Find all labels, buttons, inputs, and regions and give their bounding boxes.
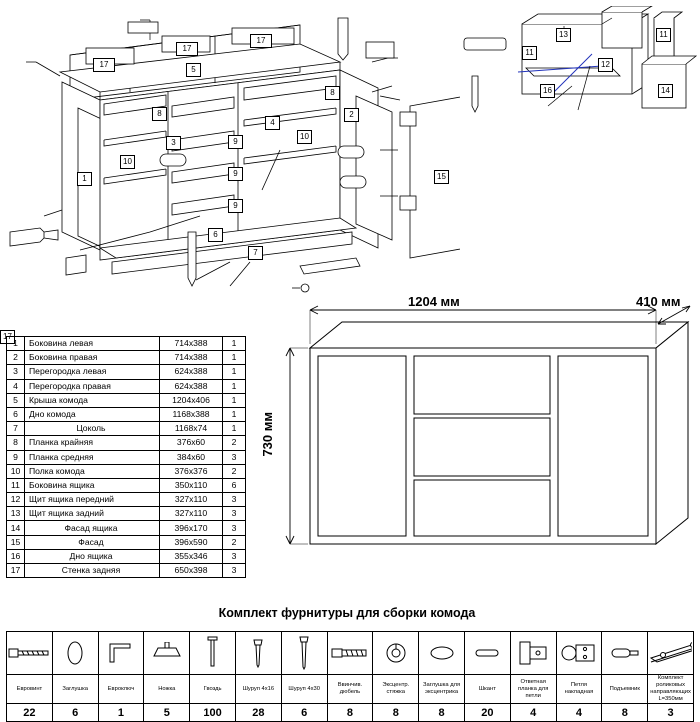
part-dimensions: 624x388	[160, 365, 223, 379]
callout-9-c: 9	[228, 199, 243, 213]
hardware-count: 8	[373, 704, 419, 722]
part-quantity: 1	[223, 337, 246, 351]
part-index: 14	[7, 521, 25, 535]
table-row	[7, 379, 246, 393]
table-row	[7, 493, 246, 507]
hardware-count: 28	[235, 704, 281, 722]
part-name: Щит ящика передний	[25, 493, 160, 507]
part-dimensions: 376x376	[160, 464, 223, 478]
width-dimension-label: 1204 мм	[408, 294, 460, 309]
callout-5: 5	[186, 63, 201, 77]
part-index: 9	[7, 450, 25, 464]
exploded-view-svg	[0, 0, 460, 330]
hardware-name: Подъемник	[602, 675, 648, 704]
drawer-callout-11-right: 11	[656, 28, 671, 42]
euro-screw-icon	[7, 632, 53, 675]
table-row	[7, 393, 246, 407]
callout-9-b: 9	[228, 167, 243, 181]
part-dimensions: 376x60	[160, 436, 223, 450]
part-quantity: 1	[223, 365, 246, 379]
part-quantity: 2	[223, 464, 246, 478]
hardware-name: Евроключ	[98, 675, 144, 704]
hardware-name: Шкант	[464, 675, 510, 704]
callout-17-b: 17	[176, 42, 198, 56]
hinge-plate-icon	[510, 632, 556, 675]
part-dimensions: 327x110	[160, 507, 223, 521]
eccentric-coupler-icon	[373, 632, 419, 675]
callout-17-a: 17	[0, 330, 15, 344]
part-index: 12	[7, 493, 25, 507]
part-index: 2	[7, 351, 25, 365]
screw-4x30-icon	[281, 632, 327, 675]
part-dimensions: 396x170	[160, 521, 223, 535]
part-index: 16	[7, 549, 25, 563]
part-name: Перегородка правая	[25, 379, 160, 393]
hardware-name: Эксцентр. стяжка	[373, 675, 419, 704]
part-quantity: 1	[223, 393, 246, 407]
hardware-count: 3	[648, 704, 694, 722]
part-dimensions: 384x60	[160, 450, 223, 464]
hardware-count: 8	[327, 704, 373, 722]
part-name: Боковина левая	[25, 337, 160, 351]
callout-8-left: 8	[152, 107, 167, 121]
callout-8-right: 8	[325, 86, 340, 100]
part-quantity: 2	[223, 535, 246, 549]
hardware-name: Ввинчив. дюбель	[327, 675, 373, 704]
part-name: Цоколь	[25, 422, 160, 436]
part-quantity: 1	[223, 422, 246, 436]
drawer-detail-diagram	[452, 6, 698, 136]
table-row	[7, 549, 246, 563]
callout-2: 2	[344, 108, 359, 122]
hardware-name: Ножка	[144, 675, 190, 704]
part-dimensions: 650x398	[160, 564, 223, 578]
part-dimensions: 1204x406	[160, 393, 223, 407]
hardware-count: 22	[7, 704, 53, 722]
part-index: 13	[7, 507, 25, 521]
eccentric-cap-icon	[419, 632, 465, 675]
table-row	[7, 365, 246, 379]
part-index: 6	[7, 407, 25, 421]
table-row	[7, 535, 246, 549]
callout-4: 4	[265, 116, 280, 130]
callout-17-d: 17	[93, 58, 115, 72]
part-dimensions: 714x388	[160, 351, 223, 365]
table-row	[7, 422, 246, 436]
table-row	[7, 521, 246, 535]
part-quantity: 1	[223, 351, 246, 365]
table-row	[7, 478, 246, 492]
hardware-kit-title: Комплект фурнитуры для сборки комода	[218, 606, 476, 620]
part-dimensions: 714x388	[160, 337, 223, 351]
hardware-count: 6	[52, 704, 98, 722]
part-quantity: 3	[223, 450, 246, 464]
part-name: Фасад ящика	[25, 521, 160, 535]
hardware-count: 8	[602, 704, 648, 722]
euro-key-icon	[98, 632, 144, 675]
part-index: 10	[7, 464, 25, 478]
hardware-count: 5	[144, 704, 190, 722]
table-row	[7, 464, 246, 478]
part-index: 17	[7, 564, 25, 578]
part-dimensions: 350x110	[160, 478, 223, 492]
part-name: Боковина ящика	[25, 478, 160, 492]
hardware-name: Гвоздь	[190, 675, 236, 704]
part-index: 15	[7, 535, 25, 549]
hardware-count: 1	[98, 704, 144, 722]
part-dimensions: 1168x388	[160, 407, 223, 421]
drawer-callout-14: 14	[658, 84, 673, 98]
dimension-svg	[258, 296, 698, 596]
callout-17-c: 17	[250, 34, 272, 48]
part-name: Дно ящика	[25, 549, 160, 563]
part-index: 5	[7, 393, 25, 407]
callout-3: 3	[166, 136, 181, 150]
part-quantity: 3	[223, 507, 246, 521]
hardware-name: Комплект роликовых направляющих L=350мм	[648, 675, 694, 704]
hardware-count: 4	[556, 704, 602, 722]
part-index: 4	[7, 379, 25, 393]
callout-15: 15	[434, 170, 449, 184]
part-quantity: 3	[223, 549, 246, 563]
hardware-name: Ответная планка для петли	[510, 675, 556, 704]
exploded-view-diagram	[0, 0, 460, 341]
nail-icon	[190, 632, 236, 675]
drawer-callout-12: 12	[598, 58, 613, 72]
hardware-kit-table-wrapper	[6, 631, 694, 722]
part-quantity: 6	[223, 478, 246, 492]
hardware-count: 20	[464, 704, 510, 722]
hardware-name: Шуруп 4х16	[235, 675, 281, 704]
table-row	[7, 436, 246, 450]
part-name: Дно комода	[25, 407, 160, 421]
part-name: Фасад	[25, 535, 160, 549]
dowel-icon	[327, 632, 373, 675]
height-dimension-label: 730 мм	[260, 412, 275, 457]
callout-10-right: 10	[297, 130, 312, 144]
part-name: Крыша комода	[25, 393, 160, 407]
part-quantity: 1	[223, 379, 246, 393]
hardware-count: 100	[190, 704, 236, 722]
part-quantity: 3	[223, 493, 246, 507]
cap-icon	[52, 632, 98, 675]
part-quantity: 1	[223, 407, 246, 421]
callout-1: 1	[77, 172, 92, 186]
part-dimensions: 1168x74	[160, 422, 223, 436]
drawer-callout-11-left: 11	[522, 46, 537, 60]
part-quantity: 3	[223, 521, 246, 535]
hardware-count: 6	[281, 704, 327, 722]
part-name: Щит ящика задний	[25, 507, 160, 521]
table-row	[7, 564, 246, 578]
part-dimensions: 355x346	[160, 549, 223, 563]
callout-10-left: 10	[120, 155, 135, 169]
depth-dimension-label: 410 мм	[636, 294, 681, 309]
part-name: Планка крайняя	[25, 436, 160, 450]
leg-icon	[144, 632, 190, 675]
parts-table	[6, 336, 246, 578]
hardware-name: Заглушка для эксцентрика	[419, 675, 465, 704]
screw-4x16-icon	[235, 632, 281, 675]
part-name: Боковина правая	[25, 351, 160, 365]
part-dimensions: 327x110	[160, 493, 223, 507]
callout-7: 7	[248, 246, 263, 260]
rail-set-icon	[648, 632, 694, 675]
part-quantity: 3	[223, 564, 246, 578]
part-index: 11	[7, 478, 25, 492]
table-row	[7, 351, 246, 365]
hardware-name: Евровинт	[7, 675, 53, 704]
lifter-icon	[602, 632, 648, 675]
table-row	[7, 450, 246, 464]
table-row	[7, 337, 246, 351]
hardware-name: Петля накладная	[556, 675, 602, 704]
part-index: 1	[7, 337, 25, 351]
part-index: 3	[7, 365, 25, 379]
dimension-drawing	[258, 296, 698, 596]
part-dimensions: 624x388	[160, 379, 223, 393]
part-name: Планка средняя	[25, 450, 160, 464]
part-dimensions: 396x590	[160, 535, 223, 549]
part-index: 8	[7, 436, 25, 450]
table-row	[7, 507, 246, 521]
callout-6: 6	[208, 228, 223, 242]
hardware-name: Шуруп 4х30	[281, 675, 327, 704]
part-quantity: 2	[223, 436, 246, 450]
hardware-count: 8	[419, 704, 465, 722]
part-index: 7	[7, 422, 25, 436]
part-name: Полка комода	[25, 464, 160, 478]
drawer-callout-16: 16	[540, 84, 555, 98]
part-name: Перегородка левая	[25, 365, 160, 379]
callout-9-a: 9	[228, 135, 243, 149]
table-row	[7, 407, 246, 421]
hardware-name: Заглушка	[52, 675, 98, 704]
hinge-icon	[556, 632, 602, 675]
part-name: Стенка задняя	[25, 564, 160, 578]
drawer-detail-svg	[452, 6, 698, 136]
hardware-kit-table	[6, 631, 694, 722]
dowel-pin-icon	[464, 632, 510, 675]
drawer-callout-13: 13	[556, 28, 571, 42]
hardware-count: 4	[510, 704, 556, 722]
